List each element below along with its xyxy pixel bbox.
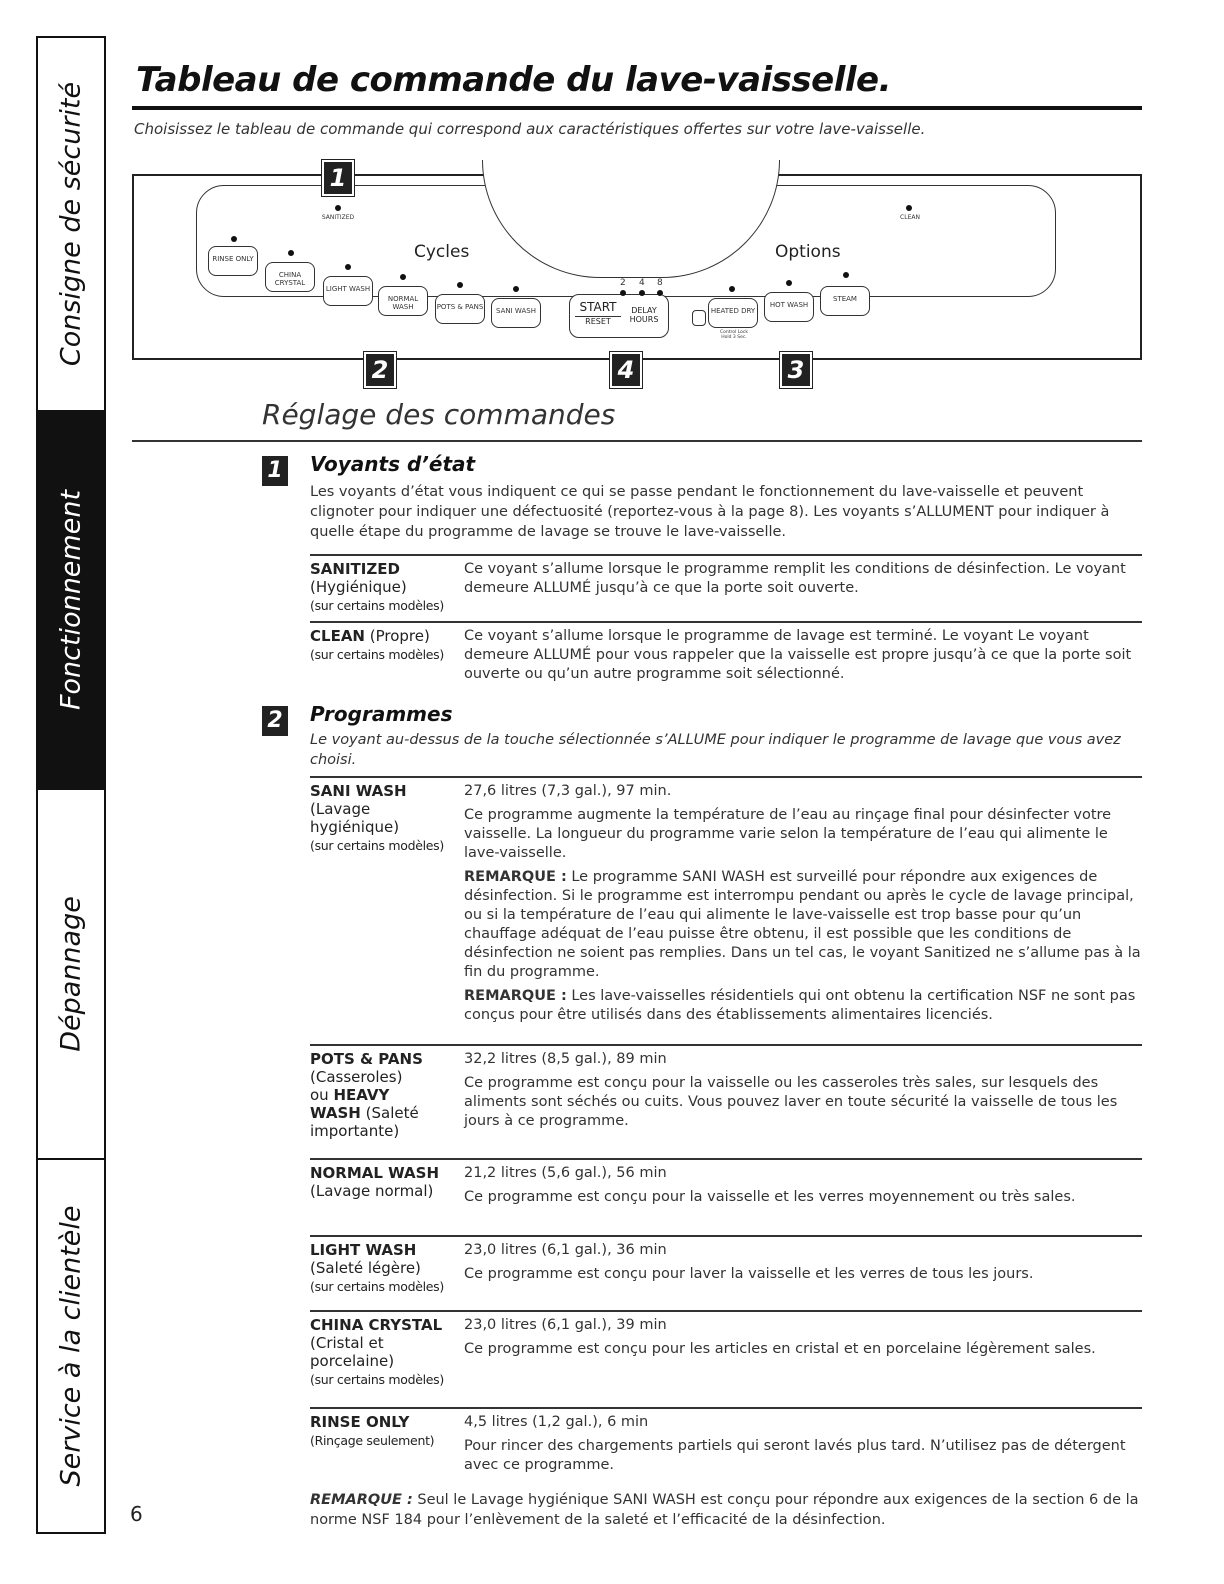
entry-specs: 4,5 litres (1,2 gal.), 6 min [464,1414,649,1430]
sidebar-tab-operation[interactable] [38,412,104,790]
entry-desc: Ce programme est conçu pour les articles en cristal et en porcelaine légèrement sales. [464,1341,1096,1357]
cycles-label: Cycles [414,242,470,262]
entry-name: SANITIZED [310,560,400,578]
clean-entry-desc: Ce voyant s’allume lorsque le programme de lavage est terminé. Le voyant Le voyant demeure ALLUMÉ pour vous rappeler que la vaisselle est propre jusqu’à ce que la porte soit ouverte ou qu’un autre programme soit sélectionné. [464,628,1132,682]
entry-sub: (Cristal et porcelaine) [310,1334,395,1370]
delay-hours-button[interactable] [624,300,664,334]
entry-sub: (Saleté légère) [310,1259,421,1277]
entry-or: ou [310,1086,329,1104]
entry-sub: (Rinçage seulement) [310,1433,435,1448]
entry-note-2 [464,987,1142,1025]
control-lock-label: Control Lock Hold 3 Sec. [720,330,748,340]
final-note [310,1490,1142,1530]
divider [310,621,1142,623]
entry-name: RINSE ONLY [310,1413,410,1431]
entry-sub: (Lavage hygiénique) [310,800,400,836]
delay-digit-8: 8 [657,278,663,288]
hot-wash-led [786,280,792,286]
divider [310,1158,1142,1160]
sani-wash-label: SANI WASH [496,307,536,315]
light-wash-entry-desc [464,1241,1142,1289]
entry-name-2: HEAVY WASH [310,1086,390,1122]
entry-specs: 21,2 litres (5,6 gal.), 56 min [464,1165,667,1181]
entry-sub-2: (Saleté importante) [310,1104,419,1140]
light-wash-led [345,264,351,270]
delay-label: DELAY [631,306,657,315]
rinse-only-led [231,236,237,242]
rinse-only-entry-label [310,1413,462,1450]
entry-name: SANI WASH [310,782,407,800]
title-rule [132,106,1142,110]
entry-name: CLEAN [310,627,365,645]
note-text: Le programme SANI WASH est surveillé pour répondre aux exigences de désinfection. Si le programme est interrompu pendant ou après le cycle de lavage principal, ou si la température de l’eau qui alimente le lave-vaisselle est trop basse pour qu’un chauffage adéquat de l’eau puisse être obtenu, il est possible que les conditions de désinfection ne soient pas remplies. Dans un tel cas, le voyant Sanitized ne s’allume pas à la fin du programme. [464,869,1141,980]
entry-desc: Ce programme est conçu pour la vaisselle ou les casseroles très sales, sur lesquels des aliments sont séchés ou cuits. Vous pouvez laver en toute sécurité la vaisselle de tous les jours à ce programme. [464,1075,1118,1129]
light-wash-entry-label [310,1241,462,1296]
section-title: Réglage des commandes [262,398,616,431]
entry-note-1 [464,868,1142,982]
normal-wash-entry-label [310,1164,462,1200]
entry-specs: 23,0 litres (6,1 gal.), 36 min [464,1242,667,1258]
sidebar-tab-label: Fonctionnement [55,489,87,711]
divider [310,1310,1142,1312]
callout-4: 4 [610,352,642,388]
light-wash-button[interactable] [323,276,373,306]
sanitized-led [335,205,341,211]
sani-wash-led [513,286,519,292]
china-crystal-led [288,250,294,256]
entry-name: POTS & PANS [310,1050,423,1068]
divider [310,1235,1142,1237]
steam-label: STEAM [833,295,857,303]
light-wash-label: LIGHT WASH [325,285,371,293]
china-crystal-label: CHINA CRYSTAL [274,271,306,287]
entry-desc: Ce programme est conçu pour la vaisselle et les verres moyennement ou très sales. [464,1189,1076,1205]
hot-wash-button[interactable] [764,292,814,322]
sani-wash-entry-label [310,782,450,855]
note-label: REMARQUE : [464,869,567,885]
entry-models: (sur certains modèles) [310,1372,444,1387]
entry-desc: Ce programme est conçu pour laver la vaisselle et les verres de tous les jours. [464,1266,1034,1282]
normal-wash-entry-desc [464,1164,1142,1212]
heated-dry-label: HEATED DRY [710,307,756,315]
entry-models: (sur certains modèles) [310,647,444,662]
steam-led [843,272,849,278]
entry-specs: 32,2 litres (8,5 gal.), 89 min [464,1051,667,1067]
sidebar-tabs [36,36,106,1534]
heated-dry-led [729,286,735,292]
note-label: REMARQUE : [310,1492,413,1508]
pots-pans-entry-desc [464,1050,1142,1136]
clean-entry-label [310,627,462,664]
entry-models: (sur certains modèles) [310,1279,444,1294]
programmes-number: 2 [262,706,288,736]
normal-wash-led [400,274,406,280]
page-subtitle: Choisissez le tableau de commande qui correspond aux caractéristiques offertes sur votre lave-vaisselle. [134,120,926,138]
voyants-intro: Les voyants d’état vous indiquent ce qui se passe pendant le fonctionnement du lave-vaisselle et peuvent clignoter pour indiquer une défectuosité (reportez-vous à la page 8). Les voyants s’ALLUMENT pour indiquer à quelle étape du programme de lavage se trouve le lave-vaisselle. [310,484,1110,540]
delay-digit-2: 2 [620,278,626,288]
page-number: 6 [130,1502,143,1526]
delay-4-led [639,290,645,296]
sidebar-tab-customer-service[interactable] [38,1160,104,1532]
entry-name: CHINA CRYSTAL [310,1316,443,1334]
entry-sub: (Casseroles) [310,1068,403,1086]
pots-pans-label: POTS & PANS [436,303,484,311]
divider [310,1044,1142,1046]
china-crystal-button[interactable] [265,262,315,292]
normal-wash-label: NORMAL WASH [387,295,419,311]
entry-specs: 27,6 litres (7,3 gal.), 97 min. [464,783,672,799]
note-label: REMARQUE : [464,988,567,1004]
start-reset-button[interactable] [575,298,621,334]
china-crystal-entry-desc [464,1316,1142,1364]
delay-2-led [620,290,626,296]
lock-icon [692,310,706,326]
sani-wash-entry-desc [464,782,1142,1030]
divider [310,554,1142,556]
entry-models: (sur certains modèles) [310,598,444,613]
entry-specs: 23,0 litres (6,1 gal.), 39 min [464,1317,667,1333]
divider [310,1407,1142,1409]
entry-name: NORMAL WASH [310,1164,440,1182]
programmes-intro: Le voyant au-dessus de la touche sélectionnée s’ALLUME pour indiquer le programme de lavage que vous avez choisi. [310,732,1121,768]
options-label: Options [775,242,841,262]
programmes-heading: Programmes [310,702,453,726]
sani-wash-button[interactable] [491,298,541,328]
voyants-heading: Voyants d’état [310,452,476,476]
normal-wash-button[interactable] [378,286,428,316]
sanitized-entry-desc: Ce voyant s’allume lorsque le programme remplit les conditions de désinfection. Le voyant demeure ALLUMÉ jusqu’à ce que la porte soit ouverte. [464,561,1126,596]
rinse-only-label: RINSE ONLY [212,255,254,263]
pots-pans-led [457,282,463,288]
note-text: Les lave-vaisselles résidentiels qui ont obtenu la certification NSF ne sont pas conçus pour être utilisés dans des établissements alimentaires licenciés. [464,988,1136,1023]
clean-led-label: CLEAN [900,214,920,221]
entry-desc: Ce programme augmente la température de l’eau au rinçage final pour désinfecter votre vaisselle. La longueur du programme varie selon la température de l’eau qui alimente le lave-vaisselle. [464,807,1112,861]
delay-8-led [657,290,663,296]
note-text: Seul le Lavage hygiénique SANI WASH est conçu pour répondre aux exigences de la section 6 de la norme NSF 184 pour l’enlèvement de la saleté et l’efficacité de la désinfection. [310,1492,1139,1528]
entry-sub: (Hygiénique) [310,578,407,596]
divider [310,776,1142,778]
pots-pans-entry-label [310,1050,440,1140]
entry-models: (sur certains modèles) [310,838,444,853]
entry-desc: Pour rincer des chargements partiels qui seront lavés plus tard. N’utilisez pas de détergent avec ce programme. [464,1438,1126,1473]
hours-label: HOURS [629,315,659,324]
clean-led [906,205,912,211]
callout-1: 1 [322,160,354,196]
start-label: START [579,300,617,314]
entry-sub: (Lavage normal) [310,1182,434,1200]
entry-sub: (Propre) [369,627,430,645]
rinse-only-entry-desc [464,1413,1142,1480]
china-crystal-entry-label [310,1316,450,1389]
heated-dry-button[interactable] [708,298,758,328]
callout-3: 3 [780,352,812,388]
sidebar-tab-safety[interactable] [38,38,104,412]
steam-button[interactable] [820,286,870,316]
pots-pans-button[interactable] [435,294,485,324]
hot-wash-label: HOT WASH [769,301,809,309]
entry-name: LIGHT WASH [310,1241,417,1259]
reset-label: RESET [575,316,621,326]
rinse-only-button[interactable] [208,246,258,276]
sidebar-tab-label: Consigne de sécurité [55,81,87,367]
delay-digit-4: 4 [639,278,645,288]
page-title: Tableau de commande du lave-vaisselle. [136,60,892,100]
voyants-number: 1 [262,456,288,486]
sanitized-led-label: SANITIZED [321,214,355,221]
sidebar-tab-label: Dépannage [55,896,87,1052]
sanitized-entry-label [310,560,462,615]
callout-2: 2 [364,352,396,388]
sidebar-tab-label: Service à la clientèle [55,1205,87,1487]
sidebar-tab-troubleshooting[interactable] [38,790,104,1160]
section-rule [132,440,1142,442]
